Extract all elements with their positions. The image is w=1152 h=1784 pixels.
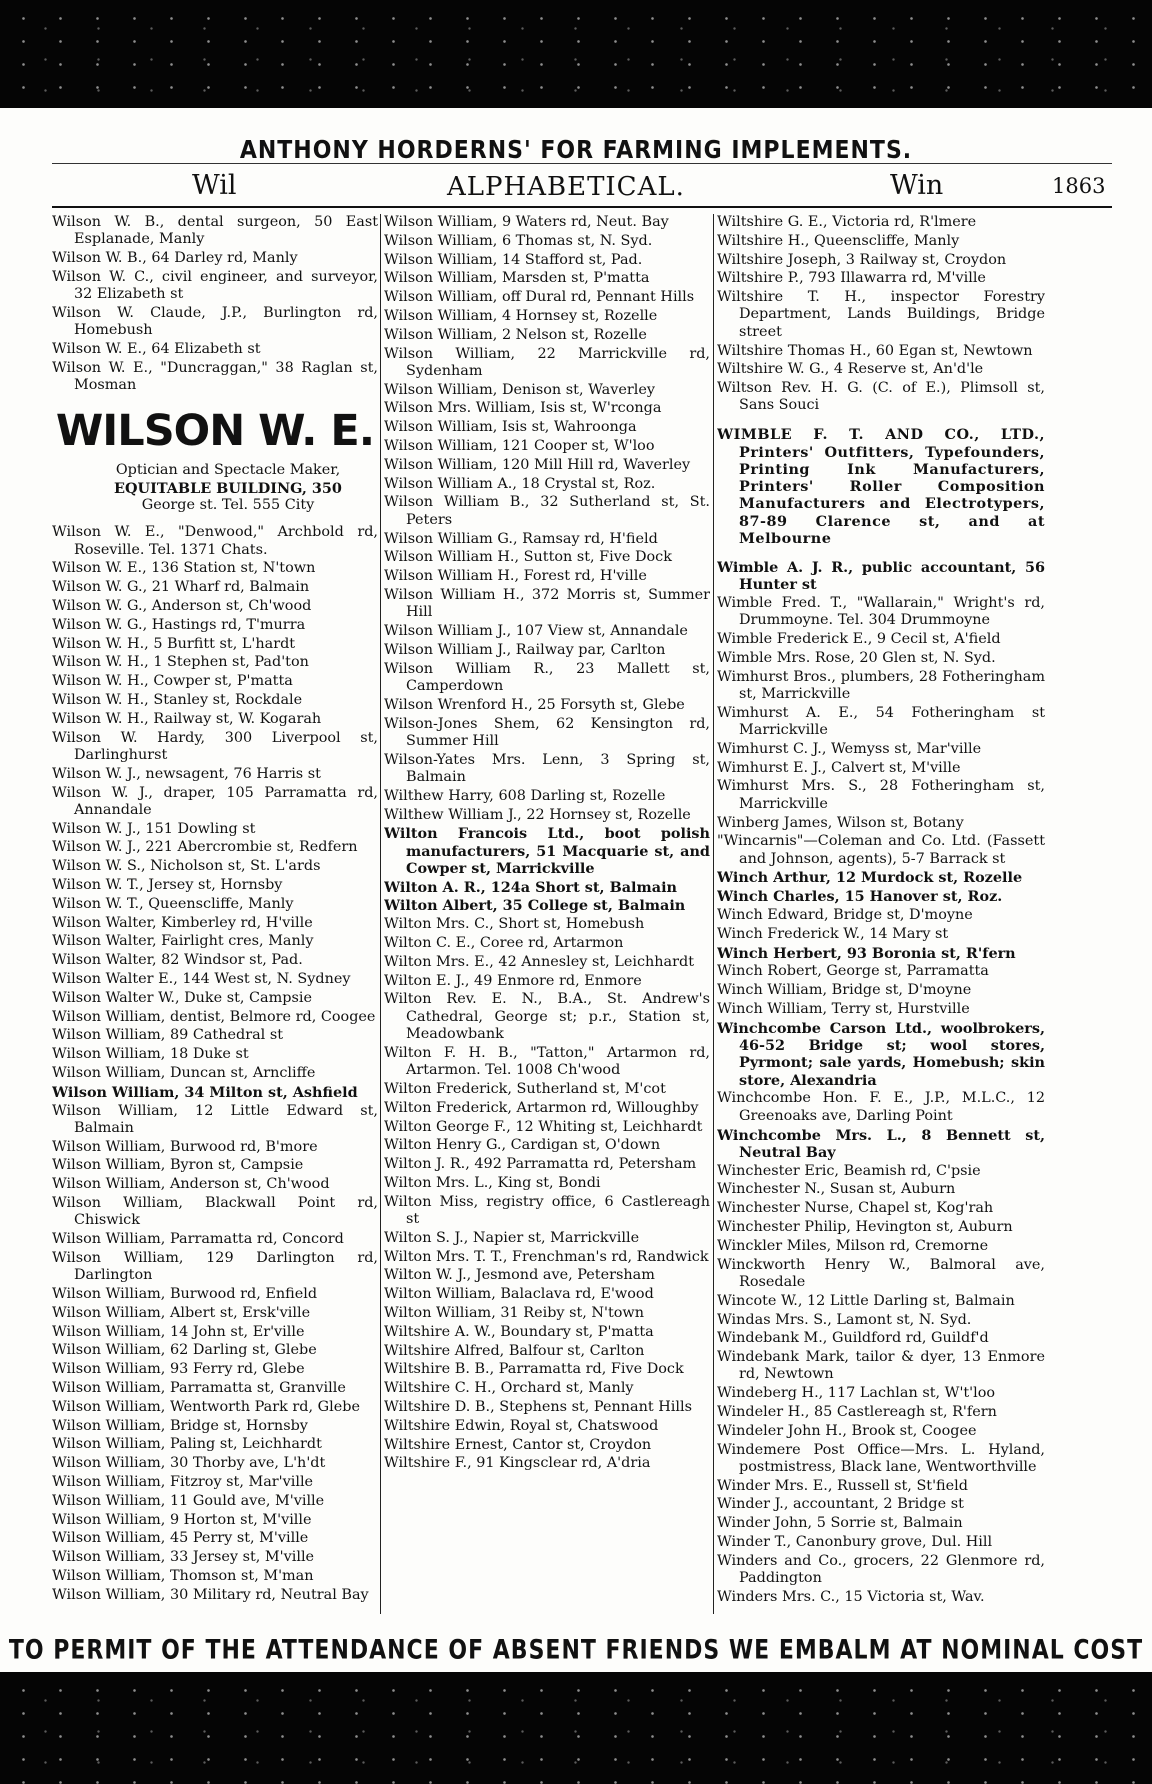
directory-entry: Wilson W. H., Cowper st, P'matta: [52, 673, 293, 690]
directory-entry: Wilson W. H., Railway st, W. Kogarah: [52, 710, 322, 727]
directory-entry: Wilson William, 30 Military rd, Neutral Bay: [52, 1586, 369, 1603]
directory-entry: Winckworth Henry W., Balmoral ave, Rosedale: [717, 1256, 1045, 1290]
directory-entry: Wilson W. E., "Duncraggan," 38 Raglan st, Mosman: [52, 359, 378, 394]
directory-entry: Wilton S. J., Napier st, Marrickville: [384, 1229, 640, 1246]
directory-entry: Winchcombe Hon. F. E., J.P., M.L.C., 12 Greenoaks ave, Darling Point: [717, 1090, 1045, 1124]
bottom-advert-banner: TO PERMIT OF THE ATTENDANCE OF ABSENT FRIENDS WE EMBALM AT NOMINAL COST: [8, 1635, 1144, 1666]
directory-entry: Wiltshire A. W., Boundary st, P'matta: [384, 1323, 654, 1340]
directory-entry: Wiltshire D. B., Stephens st, Pennant Hills: [384, 1399, 692, 1415]
directory-entry: Wilson William G., Ramsay rd, H'field: [384, 530, 658, 547]
column-1: [52, 214, 378, 1614]
directory-entry: Wilson William, Albert st, Ersk'ville: [52, 1304, 311, 1321]
directory-page: [0, 108, 1152, 1672]
directory-entry: Wilson William J., Railway par, Carlton: [384, 641, 666, 658]
directory-entry: Wilson William, Burwood rd, B'more: [52, 1138, 318, 1155]
directory-entry: Wilson William, 4 Hornsey st, Rozelle: [384, 307, 658, 324]
scan-border-top: [0, 0, 1152, 108]
directory-entry: Wilton Mrs. L., King st, Bondi: [384, 1174, 601, 1191]
directory-entry: Wilson William, 2 Nelson st, Rozelle: [384, 326, 647, 343]
page-number: 1863: [1052, 174, 1106, 198]
directory-entry: Wilson W. J., 151 Dowling st: [52, 820, 256, 837]
directory-entry: Wilton Frederick, Artarmon rd, Willoughby: [384, 1099, 699, 1116]
directory-entry: Wilthew William J., 22 Hornsey st, Rozelle: [384, 806, 691, 823]
directory-entry: Wilson William, 121 Cooper st, W'loo: [384, 438, 655, 455]
directory-entry: Wilson Walter E., 144 West st, N. Sydney: [52, 970, 351, 987]
directory-entry: Wilson W. Claude, J.P., Burlington rd, Homebush: [52, 304, 378, 339]
directory-entry: Winder J., accountant, 2 Bridge st: [717, 1496, 964, 1513]
directory-entry: Wilton Miss, registry office, 6 Castlereagh st: [384, 1193, 710, 1228]
directory-entry: Wilson William, 9 Horton st, M'ville: [52, 1511, 312, 1528]
directory-entry: Wilson W. Hardy, 300 Liverpool st, Darlinghurst: [52, 729, 378, 763]
directory-entry: Wilton Rev. E. N., B.A., St. Andrew's Cathedral, George st; p.r., Station st, Meadowbank: [384, 991, 710, 1043]
directory-entry: Wilson William, 9 Waters rd, Neut. Bay: [384, 214, 669, 230]
directory-entry: Wilson Walter, Kimberley rd, H'ville: [52, 914, 313, 931]
advert-line: Optician and Spectacle Maker,: [115, 462, 341, 479]
directory-entry: Wilson William, 14 John st, Er'ville: [52, 1323, 305, 1340]
directory-entry: Wilton W. J., Jesmond ave, Petersham: [384, 1267, 655, 1284]
running-head: [52, 168, 1112, 208]
directory-entry: Wilson W. C., civil engineer, and surveyor, 32 Elizabeth st: [52, 268, 378, 303]
directory-entry: Windeler H., 85 Castlereagh st, R'fern: [717, 1404, 997, 1420]
directory-entry: Wilton J. R., 492 Parramatta rd, Petersham: [384, 1156, 697, 1173]
directory-entry: Wilson W. J., draper, 105 Parramatta rd, Annandale: [52, 784, 378, 818]
directory-entry: Wilson W. H., 5 Burfitt st, L'hardt: [52, 635, 296, 652]
directory-entry: Wilson W. G., Anderson st, Ch'wood: [52, 598, 312, 615]
directory-entry: Wilson William A., 18 Crystal st, Roz.: [384, 475, 656, 492]
directory-entry: Wilton A. R., 124a Short st, Balmain: [384, 878, 678, 896]
directory-entry: Wilton E. J., 49 Enmore rd, Enmore: [384, 972, 642, 989]
directory-entry: Wiltshire H., Queenscliffe, Manly: [717, 232, 960, 249]
directory-entry: Wiltson Rev. H. G. (C. of E.), Plimsoll st, Sans Souci: [717, 380, 1045, 414]
directory-entry: Wimhurst C. J., Wemyss st, Mar'ville: [717, 740, 982, 757]
directory-entry: Wilson William, 22 Marrickville rd, Sydenham: [384, 345, 710, 379]
directory-entry: Wilton William, 31 Reiby st, N'town: [384, 1305, 645, 1322]
directory-entry: Winch Robert, George st, Parramatta: [717, 963, 989, 980]
directory-entry: Wilson William, 33 Jersey st, M'ville: [52, 1549, 315, 1566]
directory-entry: Wilson W. E., 64 Elizabeth st: [52, 341, 261, 358]
directory-entry: Wincote W., 12 Little Darling st, Balmain: [717, 1292, 1015, 1309]
column-2: [384, 214, 710, 1614]
directory-entry: "Wincarnis"—Coleman and Co. Ltd. (Fassett and Johnson, agents), 5-7 Barrack st: [717, 833, 1045, 867]
directory-entry: Windeberg H., 117 Lachlan st, W't'loo: [717, 1385, 996, 1402]
directory-entry: Wiltshire Edwin, Royal st, Chatswood: [384, 1417, 659, 1434]
directory-entry: Wiltshire Thomas H., 60 Egan st, Newtown: [717, 342, 1033, 359]
directory-entry: Wilton Mrs. E., 42 Annesley st, Leichhardt: [384, 953, 694, 970]
directory-entry: Wilson William, 62 Darling st, Glebe: [52, 1342, 317, 1359]
column-3-entries: [717, 559, 1045, 1606]
directory-entry: Wilson William, 45 Perry st, M'ville: [52, 1530, 309, 1547]
column-divider: [713, 214, 714, 1614]
wilson-advert: [52, 406, 378, 514]
directory-entry: Winch Edward, Bridge st, D'moyne: [717, 906, 973, 923]
directory-entry: Wilson William, Thomson st, M'man: [52, 1567, 314, 1584]
directory-entry: Winchester Nurse, Chapel st, Kog'rah: [717, 1200, 994, 1217]
directory-entry: Wilson William, Blackwall Point rd, Chiswick: [52, 1195, 378, 1229]
directory-entry: Wimhurst Bros., plumbers, 28 Fotheringham st, Marrickville: [717, 668, 1045, 702]
directory-entry: Windemere Post Office—Mrs. L. Hyland, postmistress, Black lane, Wentworthville: [717, 1441, 1045, 1475]
section-title: ALPHABETICAL.: [447, 172, 685, 202]
directory-entry: Wilson W. H., Stanley st, Rockdale: [52, 692, 303, 709]
column-1-top-entries: [52, 214, 378, 394]
directory-entry: Wilton Mrs. C., Short st, Homebush: [384, 916, 645, 933]
wimble-advert-entry: WIMBLE F. T. AND CO., LTD., Printers' Outfitters, Typefounders, Printing Ink Manufacturers, Printers' Roller Composition Manufacturers and Electrotypers, 87-89 Clarence st, and at Melbourne: [717, 426, 1045, 548]
directory-entry: Winch Frederick W., 14 Mary st: [717, 925, 949, 942]
directory-entry: Wilson William, Bridge st, Hornsby: [52, 1417, 308, 1434]
directory-entry: Windas Mrs. S., Lamont st, N. Syd.: [717, 1311, 972, 1328]
directory-entry: Wimble Frederick E., 9 Cecil st, A'field: [717, 631, 1001, 648]
directory-entry: Wilson William, 129 Darlington rd, Darlington: [52, 1249, 378, 1284]
directory-entry: Wilson William R., 23 Mallett st, Camperdown: [384, 660, 710, 694]
directory-entry: Wilson-Jones Shem, 62 Kensington rd, Summer Hill: [384, 715, 710, 749]
directory-entry: Winch Arthur, 12 Murdock st, Rozelle: [717, 869, 1023, 887]
directory-entry: Wilson W. E., 136 Station st, N'town: [52, 560, 316, 577]
directory-entry: Wilton C. E., Coree rd, Artarmon: [384, 935, 624, 952]
directory-entry: Wilson Walter, Fairlight cres, Manly: [52, 933, 314, 950]
directory-entry: Wilson W. T., Queenscliffe, Manly: [52, 895, 294, 912]
directory-entry: Wilson W. G., Hastings rd, T'murra: [52, 616, 306, 633]
directory-entry: Wilson William, Burwood rd, Enfield: [52, 1286, 318, 1303]
directory-entry: Wiltshire F., 91 Kingsclear rd, A'dria: [384, 1455, 651, 1472]
directory-entry: Winchester Philip, Hevington st, Auburn: [717, 1219, 1013, 1236]
directory-entry: Wilson William, 89 Cathedral st: [52, 1027, 284, 1044]
column-3-top-entries: [717, 214, 1045, 415]
directory-entry: Wilton William, Balaclava rd, E'wood: [384, 1286, 654, 1303]
directory-entry: Wilson William, Wentworth Park rd, Glebe: [52, 1398, 360, 1415]
directory-entry: Wilson William, 6 Thomas st, N. Syd.: [384, 232, 653, 249]
directory-entry: Winders Mrs. C., 15 Victoria st, Wav.: [717, 1588, 985, 1605]
column-divider: [380, 214, 381, 1614]
directory-entry: Wilson William, Denison st, Waverley: [384, 381, 655, 398]
directory-entry: Wilson William, Anderson st, Ch'wood: [52, 1176, 330, 1193]
directory-entry: Winberg James, Wilson st, Botany: [717, 814, 964, 831]
directory-entry: Wilson William, 18 Duke st: [52, 1046, 249, 1063]
directory-entry: Wilthew Harry, 608 Darling st, Rozelle: [384, 787, 666, 804]
directory-entry: Windebank M., Guildford rd, Guildf'd: [717, 1330, 989, 1347]
directory-entry: Wilton Henry G., Cardigan st, O'down: [384, 1137, 661, 1154]
directory-entry: Wiltshire C. H., Orchard st, Manly: [384, 1380, 634, 1397]
column-3: [717, 214, 1045, 1614]
directory-entry: Wiltshire G. E., Victoria rd, R'lmere: [717, 214, 977, 230]
directory-entry: Winchester N., Susan st, Auburn: [717, 1181, 956, 1198]
directory-entry: Wilson William, 11 Gould ave, M'ville: [52, 1492, 325, 1509]
directory-entry: Wilson William, 30 Thorby ave, L'h'dt: [52, 1455, 326, 1472]
directory-entry: Wilson W. G., 21 Wharf rd, Balmain: [52, 579, 310, 596]
directory-entry: Wilson William H., Sutton st, Five Dock: [384, 549, 672, 566]
directory-entry: Wilson Walter W., Duke st, Campsie: [52, 989, 312, 1006]
directory-entry: Winder John, 5 Sorrie st, Balmain: [717, 1515, 963, 1532]
directory-entry: Wiltshire Alfred, Balfour st, Carlton: [384, 1342, 645, 1359]
directory-entry: Wilson William, 120 Mill Hill rd, Waverley: [384, 456, 691, 473]
directory-entry: Winchcombe Carson Ltd., woolbrokers, 46-52 Bridge st; wool stores, Pyrmont; sale yards, Homebush; skin store, Alexandria: [717, 1019, 1045, 1089]
advert-line: George st. Tel. 555 City: [141, 497, 315, 514]
directory-entry: Winder Mrs. E., Russell st, St'field: [717, 1477, 968, 1494]
directory-entry: Wilson William, Paling st, Leichhardt: [52, 1436, 322, 1453]
directory-entry: Wilson Walter, 82 Windsor st, Pad.: [52, 952, 303, 969]
directory-entry: Wilson-Yates Mrs. Lenn, 3 Spring st, Balmain: [384, 751, 710, 785]
directory-entry: Wiltshire Joseph, 3 Railway st, Croydon: [717, 251, 1007, 268]
directory-entry: Wilson W. B., 64 Darley rd, Manly: [52, 250, 298, 267]
directory-entry: Wilson William, Fitzroy st, Mar'ville: [52, 1474, 314, 1490]
directory-entry: Wimhurst Mrs. S., 28 Fotheringham st, Marrickville: [717, 778, 1045, 812]
directory-entry: Winch Charles, 15 Hanover st, Roz.: [717, 888, 1003, 906]
directory-entry: Wilson William, Duncan st, Arncliffe: [52, 1064, 316, 1081]
directory-entry: Wilson William J., 107 View st, Annandale: [384, 623, 688, 640]
directory-entry: Wiltshire P., 793 Illawarra rd, M'ville: [717, 270, 986, 287]
directory-entry: Winchcombe Mrs. L., 8 Bennett st, Neutral Bay: [717, 1126, 1045, 1161]
directory-entry: Wilton Mrs. T. T., Frenchman's rd, Randwick: [384, 1248, 709, 1265]
directory-entry: Wilton Francois Ltd., boot polish manufacturers, 51 Macquarie st, and Cowper st, Marrickville: [384, 825, 710, 877]
directory-entry: Wilton Albert, 35 College st, Balmain: [384, 897, 686, 915]
directory-entry: Winch Herbert, 93 Boronia st, R'fern: [717, 944, 1016, 962]
directory-entry: Wilson William, Isis st, Wahroonga: [384, 419, 637, 436]
directory-entry: Wilson William, Parramatta st, Granville: [52, 1380, 346, 1397]
directory-entry: Wilson W. J., newsagent, 76 Harris st: [52, 765, 321, 782]
directory-entry: Wilson W. H., 1 Stephen st, Pad'ton: [52, 654, 309, 671]
directory-entry: Wiltshire W. G., 4 Reserve st, An'd'le: [717, 361, 984, 378]
directory-entry: Wilson William, Byron st, Campsie: [52, 1157, 304, 1174]
directory-entry: Winch William, Terry st, Hurstville: [717, 1000, 970, 1017]
directory-entry: Wilson William, 12 Little Edward st, Balmain: [52, 1102, 378, 1136]
guide-word-last: Win: [890, 170, 944, 201]
advert-name: WILSON W. E.: [55, 406, 375, 457]
directory-entry: Wilson William, 34 Milton st, Ashfield: [52, 1083, 358, 1101]
directory-entry: Wilson William, Parramatta rd, Concord: [52, 1231, 344, 1248]
directory-entry: Wilson William H., Forest rd, H'ville: [384, 568, 647, 585]
top-advert-banner: ANTHONY HORDERNS' FOR FARMING IMPLEMENTS.: [239, 136, 913, 165]
directory-entry: Winders and Co., grocers, 22 Glenmore rd, Paddington: [717, 1552, 1045, 1587]
directory-entry: Wilton Frederick, Sutherland st, M'cot: [384, 1080, 666, 1097]
directory-entry: Wilson Mrs. William, Isis st, W'rconga: [384, 400, 662, 417]
directory-entry: Winchester Eric, Beamish rd, C'psie: [717, 1162, 981, 1179]
header-rule: [52, 163, 1112, 164]
directory-entry: Wilson William H., 372 Morris st, Summer Hill: [384, 586, 710, 621]
directory-entry: Wilson W. B., dental surgeon, 50 East Esplanade, Manly: [52, 214, 378, 248]
directory-entry: Wiltshire B. B., Parramatta rd, Five Dock: [384, 1361, 684, 1378]
directory-entry: Winckler Miles, Milson rd, Cremorne: [717, 1237, 989, 1254]
directory-entry: Windebank Mark, tailor & dyer, 13 Enmore rd, Newtown: [717, 1349, 1045, 1383]
scan-border-bottom: [0, 1672, 1152, 1784]
directory-entry: Wilton F. H. B., "Tatton," Artarmon rd, Artarmon. Tel. 1008 Ch'wood: [384, 1044, 710, 1079]
directory-entry: Wilson Wrenford H., 25 Forsyth st, Glebe: [384, 696, 685, 713]
directory-entry: Wiltshire Ernest, Cantor st, Croydon: [384, 1436, 652, 1453]
directory-entry: Winder T., Canonbury grove, Dul. Hill: [717, 1534, 993, 1551]
directory-entry: Wilson W. J., 221 Abercrombie st, Redfern: [52, 839, 358, 856]
directory-entry: Wilson William, 93 Ferry rd, Glebe: [52, 1361, 305, 1378]
directory-entry: Wimble A. J. R., public accountant, 56 Hunter st: [717, 558, 1045, 594]
directory-entry: Wilson W. E., "Denwood," Archbold rd, Roseville. Tel. 1371 Chats.: [52, 524, 378, 558]
column-2-entries: [384, 214, 710, 1473]
guide-word-first: Wil: [192, 170, 237, 201]
directory-entry: Wilson William, dentist, Belmore rd, Coogee: [52, 1008, 376, 1025]
directory-entry: Wilton George F., 12 Whiting st, Leichhardt: [384, 1118, 703, 1135]
directory-entry: Wilson W. T., Jersey st, Hornsby: [52, 877, 283, 893]
directory-entry: Wilson William, 14 Stafford st, Pad.: [384, 251, 643, 268]
directory-entry: Wimble Mrs. Rose, 20 Glen st, N. Syd.: [717, 649, 996, 666]
directory-entry: Wilson William B., 32 Sutherland st, St. Peters: [384, 494, 710, 528]
directory-entry: Wimhurst E. J., Calvert st, M'ville: [717, 759, 961, 776]
directory-entry: Wilson William, off Dural rd, Pennant Hills: [384, 289, 695, 306]
directory-entry: Wimhurst A. E., 54 Fotheringham st Marrickville: [717, 704, 1045, 739]
column-1-entries: [52, 524, 378, 1604]
directory-entry: Windeler John H., Brook st, Coogee: [717, 1422, 977, 1439]
advert-line: EQUITABLE BUILDING, 350: [114, 479, 342, 497]
directory-entry: Wimble Fred. T., "Wallarain," Wright's rd, Drummoyne. Tel. 304 Drummoyne: [717, 594, 1045, 629]
directory-entry: Winch William, Bridge st, D'moyne: [717, 982, 972, 999]
directory-entry: Wilson William, Marsden st, P'matta: [384, 270, 650, 287]
directory-entry: Wiltshire T. H., inspector Forestry Department, Lands Buildings, Bridge street: [717, 289, 1045, 340]
directory-entry: Wilson W. S., Nicholson st, St. L'ards: [52, 858, 321, 875]
